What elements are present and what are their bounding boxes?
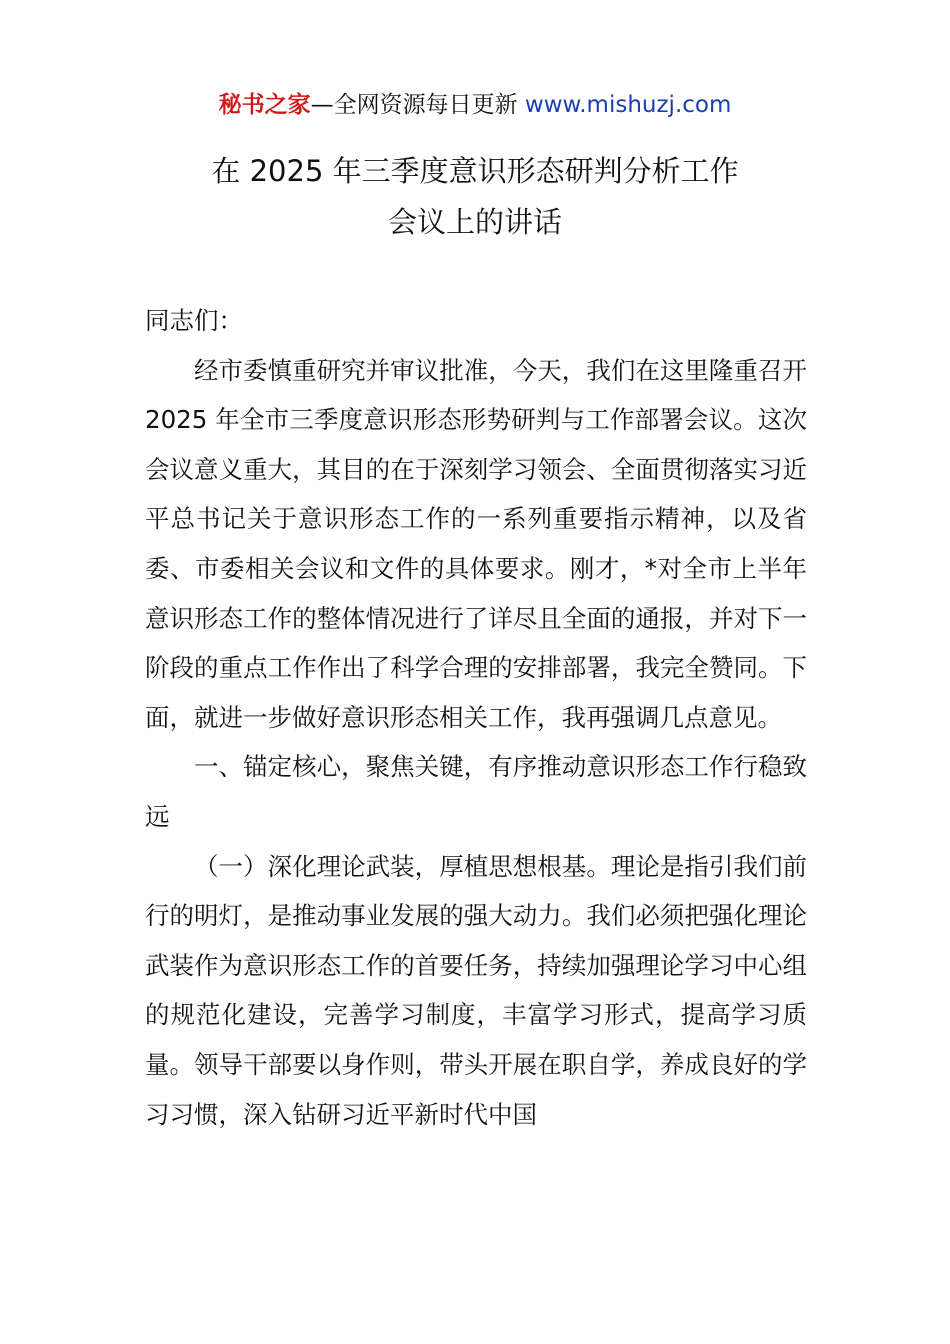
salutation: 同志们：	[145, 306, 243, 335]
site-header	[0, 88, 950, 122]
title-line-2: 会议上的讲话	[387, 205, 562, 239]
document-body	[145, 296, 807, 1139]
section-heading-1: 一、锚定核心，聚焦关键，有序推动意识形态工作行稳致远	[145, 752, 807, 831]
header-tagline: —全网资源每日更新	[310, 92, 525, 118]
site-url-link[interactable]: www.mishuzj.com	[524, 92, 732, 118]
title-line-1: 在 2025 年三季度意识形态研判分析工作	[211, 154, 739, 188]
document-title	[0, 146, 950, 248]
paragraph-subsection-1: （一）深化理论武装，厚植思想根基。理论是指引我们前行的明灯，是推动事业发展的强大动力。我们必须把强化理论武装作为意识形态工作的首要任务，持续加强理论学习中心组的规范化建设，完善学习制度，丰富学习形式，提高学习质量。领导干部要以身作则，带头开展在职自学，养成良好的学习习惯，深入钻研习近平新时代中国	[145, 851, 807, 1129]
paragraph-opening: 经市委慎重研究并审议批准，今天，我们在这里隆重召开 2025 年全市三季度意识形态形势研判与工作部署会议。这次会议意义重大，其目的在于深刻学习领会、全面贯彻落实习近平总书记关于意识形态工作的一系列重要指示精神，以及省委、市委相关会议和文件的具体要求。刚才，*对全市上半年意识形态工作的整体情况进行了详尽且全面的通报，并对下一阶段的重点工作作出了科学合理的安排部署，我完全赞同。下面，就进一步做好意识形态相关工作，我再强调几点意见。	[145, 355, 807, 732]
brand-name: 秘书之家	[218, 92, 311, 118]
